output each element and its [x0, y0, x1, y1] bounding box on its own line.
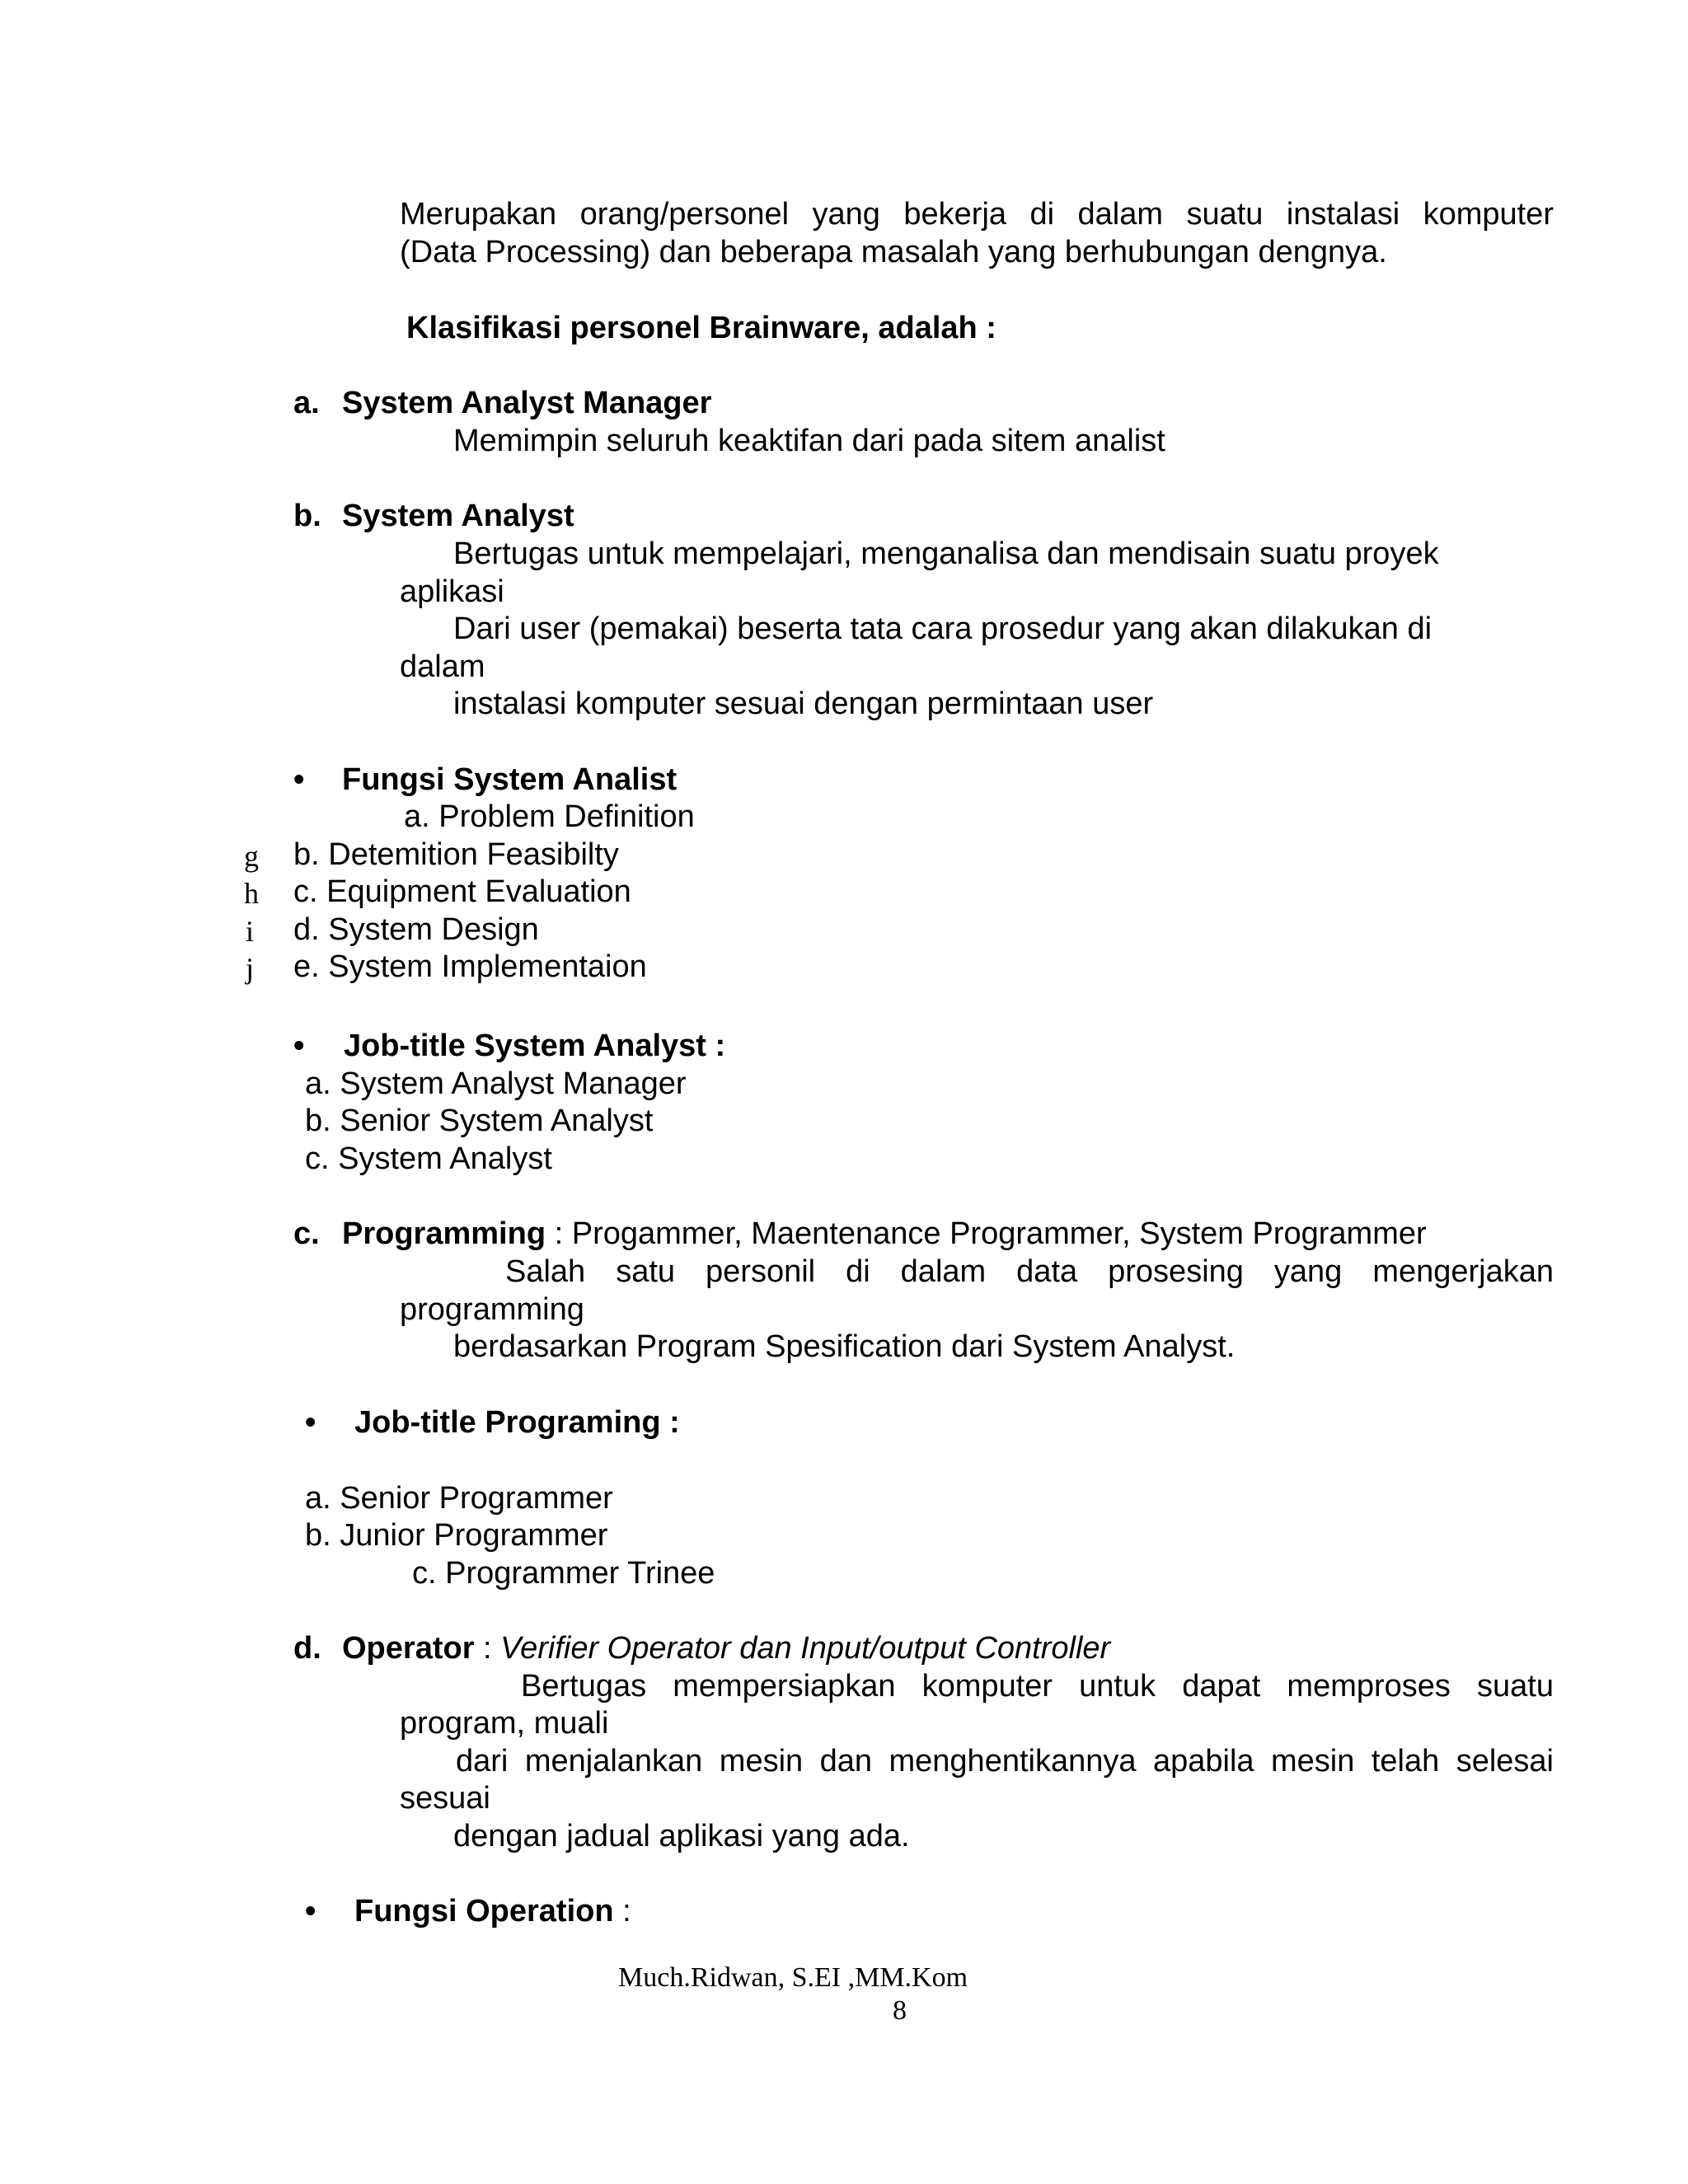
- bullet-icon: •: [293, 762, 305, 797]
- section-c-title: Programming: [342, 1216, 546, 1251]
- margin-letter: i: [246, 915, 255, 948]
- section-a-desc: Memimpin seluruh keaktifan dari pada sitem analist: [453, 424, 1165, 458]
- section-d-line: dengan jadual aplikasi yang ada.: [453, 1819, 910, 1854]
- jobtitle-analyst-item: b. Senior System Analyst: [305, 1104, 654, 1138]
- section-d-line: Bertugas mempersiapkan komputer untuk dapat memproses suatu: [521, 1669, 1554, 1704]
- section-b-line: Dari user (pemakai) beserta tata cara prosedur yang akan dilakukan di: [453, 612, 1432, 646]
- section-d-line: dari menjalankan mesin dan menghentikannya apabila mesin telah selesai: [456, 1744, 1554, 1779]
- fungsi-operation-rest: :: [613, 1894, 631, 1929]
- jobtitle-programing-item: a. Senior Programmer: [305, 1481, 613, 1516]
- jobtitle-analyst-item: a. System Analyst Manager: [305, 1066, 687, 1101]
- section-c-line: Salah satu personil di dalam data prosesing yang mengerjakan: [505, 1254, 1554, 1289]
- jobtitle-analyst-title: Job-title System Analyst :: [344, 1029, 726, 1063]
- fungsi-operation-title: Fungsi Operation: [354, 1894, 614, 1929]
- bullet-icon: •: [305, 1405, 316, 1440]
- intro-line-1: Merupakan orang/personel yang bekerja di dalam suatu instalasi komputer: [400, 197, 1554, 232]
- jobtitle-analyst-item: c. System Analyst: [305, 1141, 552, 1176]
- section-a-title: System Analyst Manager: [342, 386, 712, 420]
- section-c-line: berdasarkan Program Spesification dari System Analyst.: [453, 1329, 1236, 1364]
- section-b-title: System Analyst: [342, 499, 574, 533]
- section-b-marker: b.: [293, 499, 321, 533]
- section-c-line: programming: [400, 1292, 584, 1327]
- margin-letter: g: [244, 840, 259, 873]
- section-b-line: instalasi komputer sesuai dengan permintaan user: [453, 687, 1154, 721]
- section-d-line: sesuai: [400, 1781, 490, 1816]
- section-d-heading: [342, 1629, 1110, 1667]
- section-a-marker: a.: [293, 386, 320, 420]
- intro-line-2: (Data Processing) dan beberapa masalah yang berhubungan dengnya.: [400, 235, 1387, 269]
- jobtitle-programing-item: c. Programmer Trinee: [412, 1556, 715, 1591]
- fungsi-analist-title: Fungsi System Analist: [342, 762, 678, 797]
- page-number: 8: [893, 1995, 907, 2026]
- section-c-heading: [342, 1215, 1427, 1253]
- fungsi-analist-item: e. System Implementaion: [293, 949, 647, 984]
- jobtitle-programing-title: Job-title Programing :: [354, 1405, 680, 1440]
- section-d-subtitle: Verifier Operator dan Input/output Controller: [500, 1631, 1111, 1666]
- fungsi-analist-item: d. System Design: [293, 912, 539, 947]
- section-b-line: Bertugas untuk mempelajari, menganalisa dan mendisain suatu proyek: [453, 537, 1439, 571]
- margin-letter: h: [244, 877, 259, 910]
- section-d-sep: :: [474, 1631, 501, 1666]
- bullet-icon: •: [305, 1894, 316, 1929]
- fungsi-analist-item: c. Equipment Evaluation: [293, 874, 631, 909]
- footer-author: Much.Ridwan, S.EI ,MM.Kom: [618, 1962, 968, 1993]
- fungsi-analist-item: b. Detemition Feasibilty: [293, 837, 619, 872]
- section-b-line: dalam: [400, 649, 485, 684]
- fungsi-operation-heading: [354, 1892, 631, 1930]
- jobtitle-programing-item: b. Junior Programmer: [305, 1518, 608, 1553]
- section-b-line: aplikasi: [400, 574, 504, 609]
- section-heading: Klasifikasi personel Brainware, adalah :: [406, 311, 996, 345]
- section-d-marker: d.: [293, 1631, 321, 1666]
- section-d-title: Operator: [342, 1631, 475, 1666]
- margin-letter: j: [246, 952, 255, 985]
- bullet-icon: •: [293, 1029, 305, 1063]
- section-c-marker: c.: [293, 1216, 320, 1251]
- section-d-line: program, muali: [400, 1706, 609, 1741]
- fungsi-analist-item: a. Problem Definition: [404, 799, 695, 834]
- section-c-rest: : Progammer, Maentenance Programmer, System Programmer: [546, 1216, 1427, 1251]
